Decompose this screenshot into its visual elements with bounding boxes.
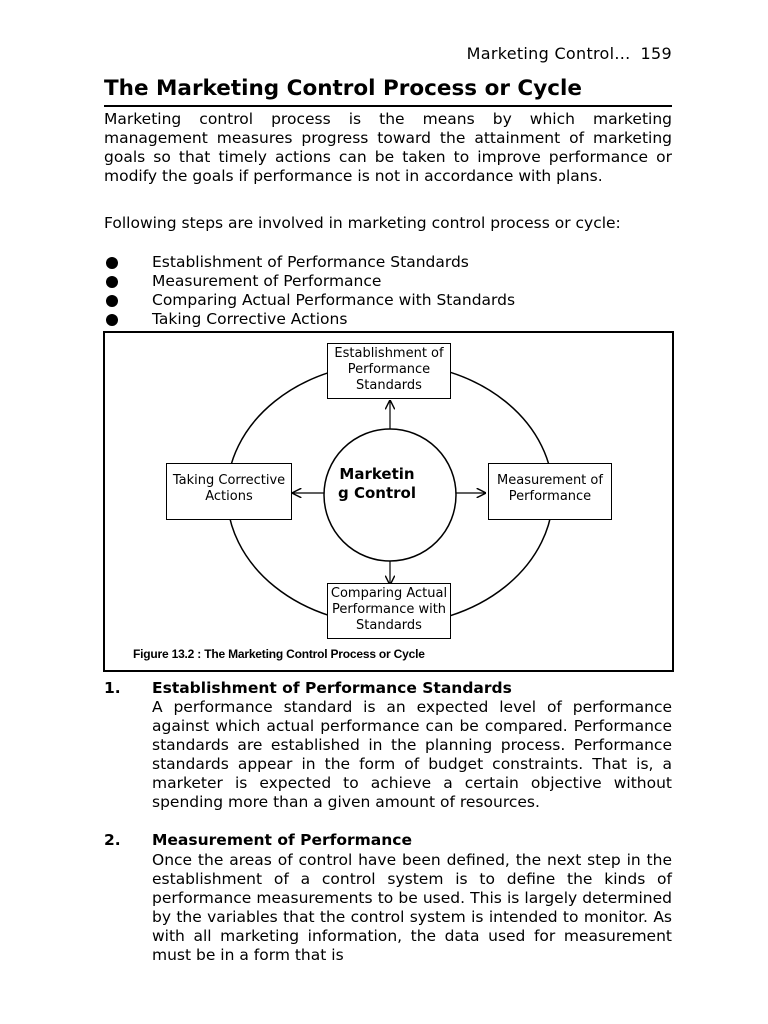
steps-intro: Following steps are involved in marketing control process or cycle: (104, 214, 621, 232)
control-cycle-figure (103, 331, 674, 672)
box-corrective: Taking Corrective Actions (166, 463, 292, 520)
page-title: The Marketing Control Process or Cycle (104, 74, 672, 107)
bullet-icon (106, 257, 118, 269)
box-comparing: Comparing Actual Performance with Standards (327, 583, 451, 639)
list-item: Establishment of Performance Standards (104, 253, 672, 272)
section-heading-2: 2. Measurement of Performance (104, 831, 413, 849)
intro-paragraph: Marketing control process is the means by which marketing management measures progress toward the attainment of marketing goals so that timely actions can be taken to improve performance or modify the goals if performance is not in accordance with plans. (104, 110, 672, 185)
list-item: Measurement of Performance (104, 272, 672, 291)
list-item: Comparing Actual Performance with Standards (104, 291, 672, 310)
bullet-icon (106, 314, 118, 326)
section-body-1: A performance standard is an expected level of performance against which actual performance can be compared. Performance standards are established in the planning process. Performance standards appear in the form of budget constraints. That is, a marketer is expected to achieve a certain objective without spending more than a given amount of resources. (152, 698, 672, 811)
figure-caption: Figure 13.2 : The Marketing Control Process or Cycle (133, 647, 425, 661)
running-title: Marketing Control... (466, 44, 631, 63)
box-measurement: Measurement of Performance (488, 463, 612, 520)
bullet-icon (106, 276, 118, 288)
page-number: 159 (640, 44, 672, 63)
running-header (104, 44, 672, 70)
list-item: Taking Corrective Actions (104, 310, 672, 329)
section-heading-1: 1. Establishment of Performance Standards (104, 679, 512, 697)
bullet-icon (106, 295, 118, 307)
section-body-2: Once the areas of control have been defined, the next step in the establishment of a control system is to define the kinds of performance measurements to be used. This is largely determined by the variables that the control system is intended to monitor. As with all marketing information, the data used for measurement must be in a form that is (152, 851, 672, 964)
box-establishment: Establishment of Performance Standards (327, 343, 451, 399)
center-label: Marketing Control (338, 465, 416, 502)
steps-list (104, 253, 672, 329)
